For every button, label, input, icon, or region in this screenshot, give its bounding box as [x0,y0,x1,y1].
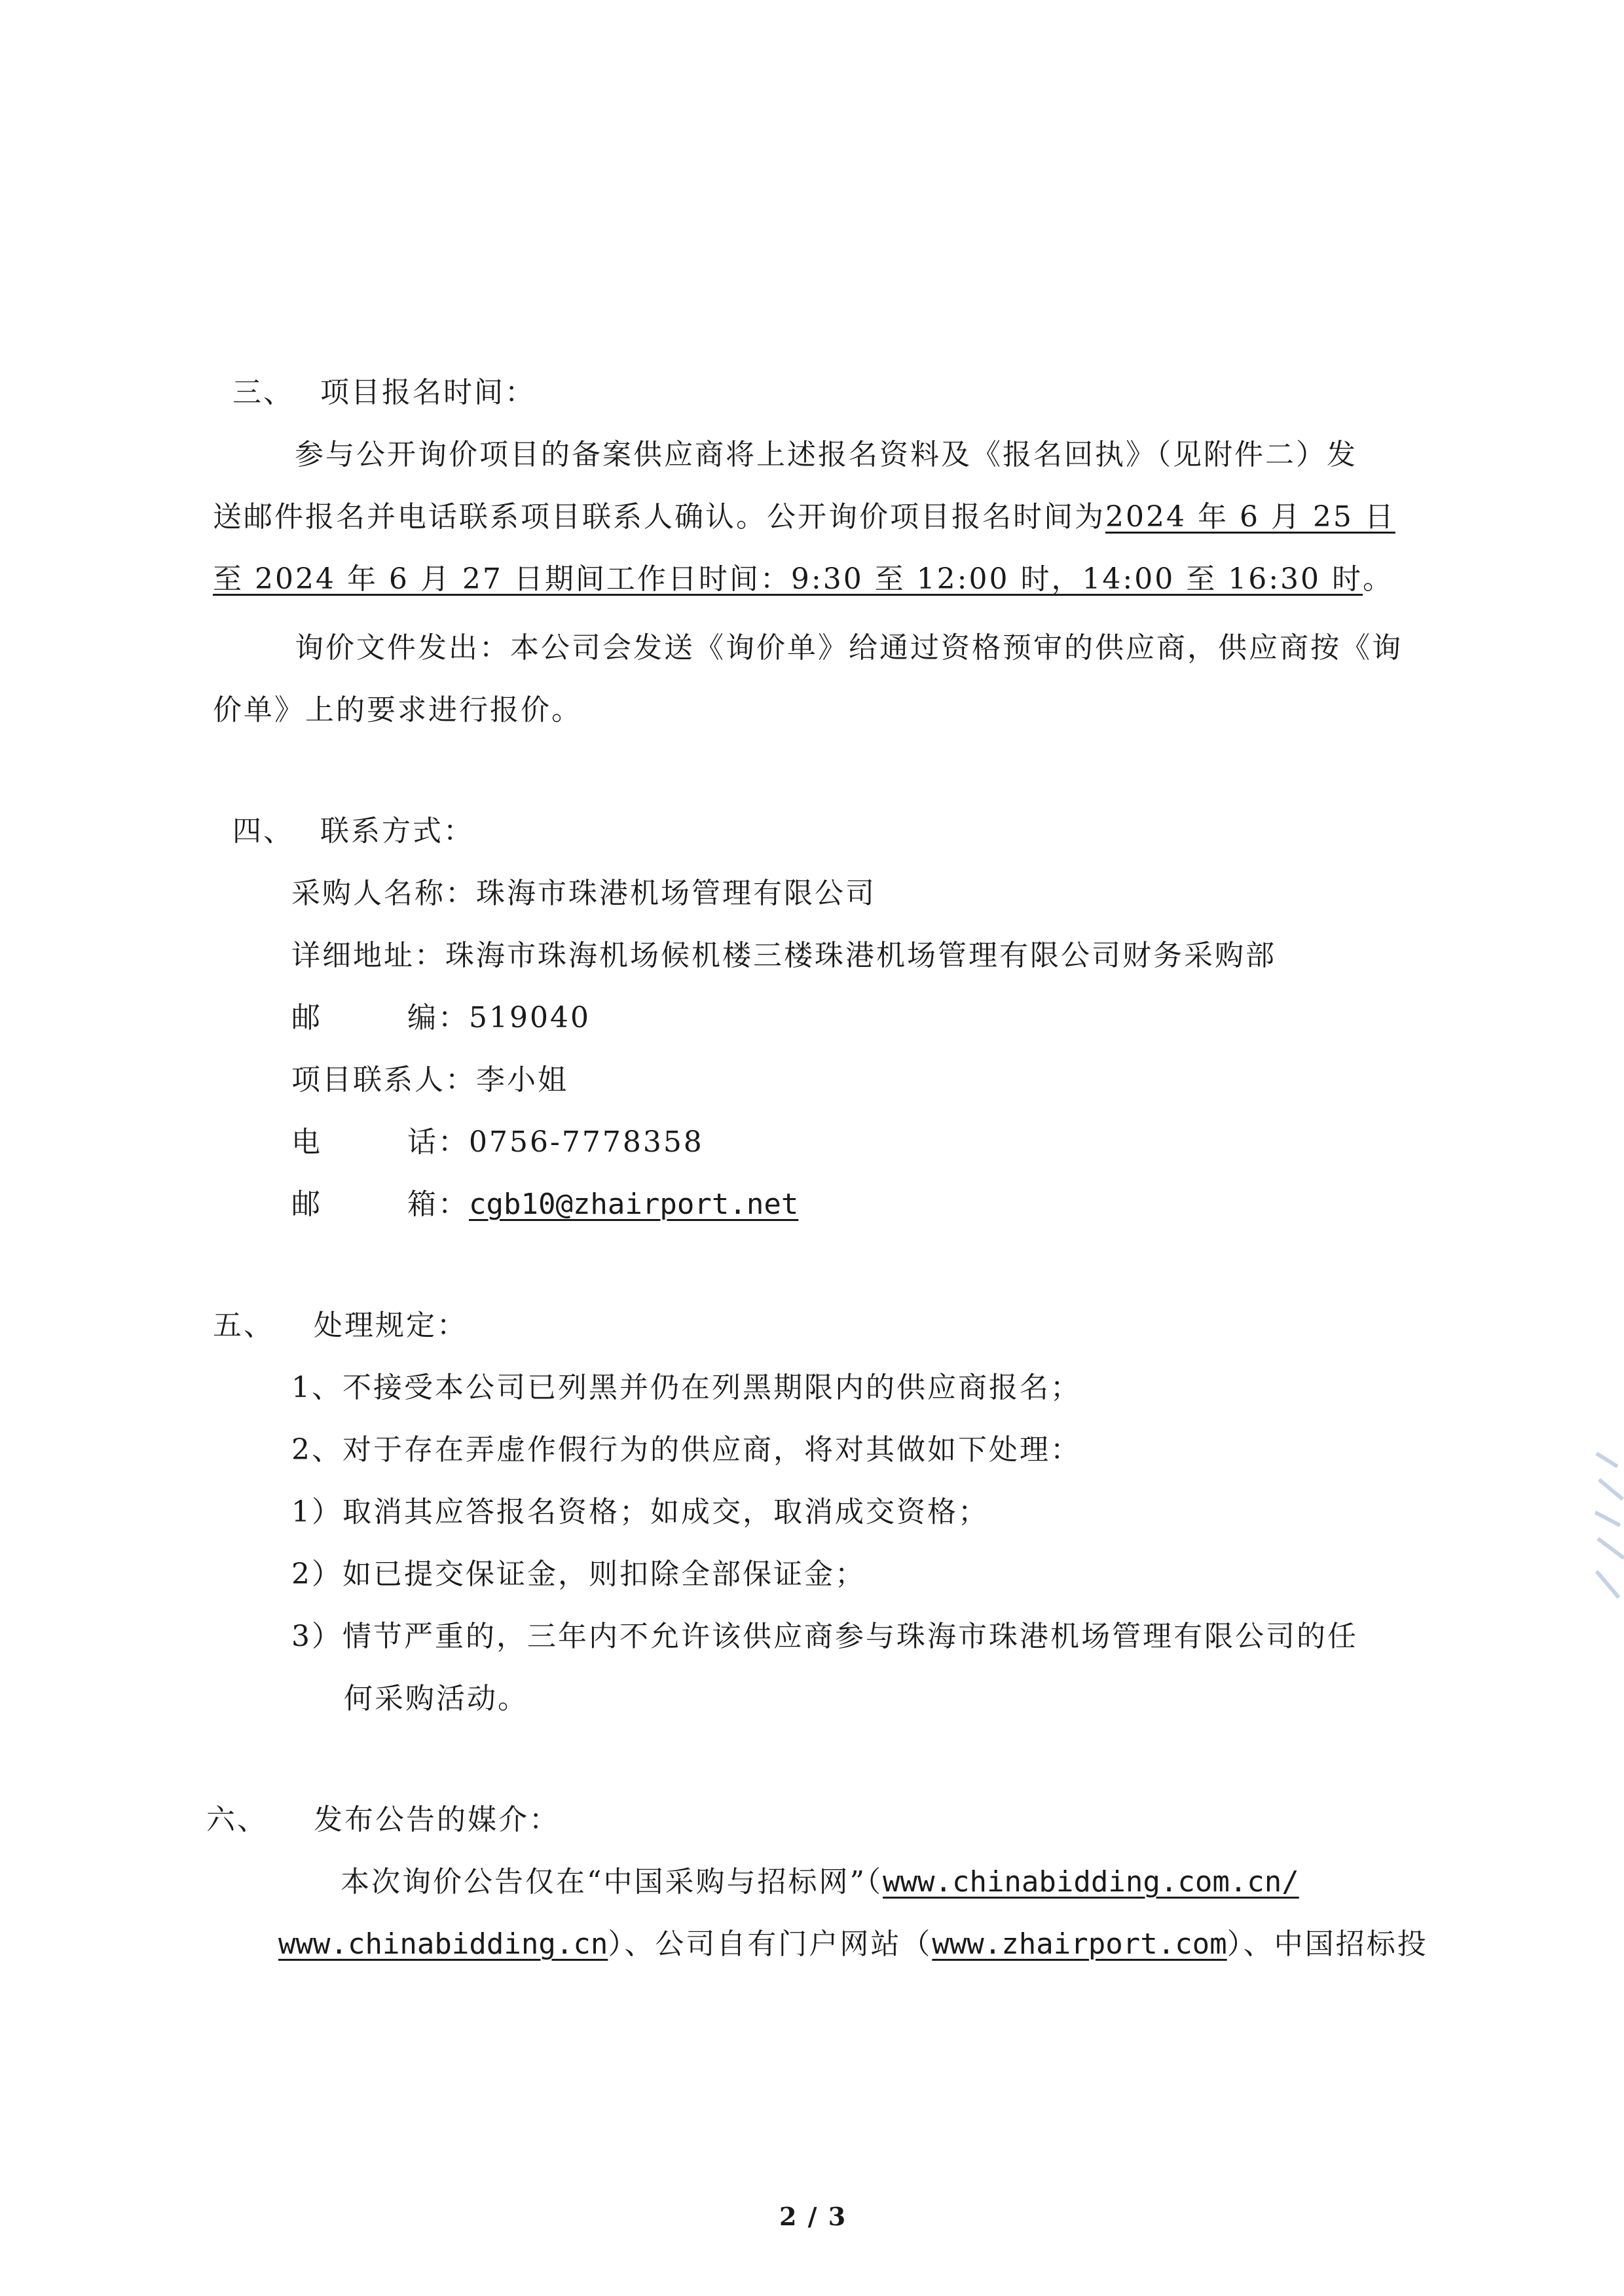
section-6-heading [206,1800,560,1840]
company-portal-text: ）、公司自有门户网站（ [608,1927,932,1961]
section-5-heading [213,1306,468,1345]
section-5-title: 处理规定： [314,1309,468,1342]
registration-start-date: 2024 年 6 月 25 日 [1105,500,1395,534]
postcode-label-1: 邮 [291,1001,322,1034]
rule-sub-item-1: 1）取消其应答报名资格；如成交，取消成交资格； [291,1495,989,1529]
period-end-punct: 。 [1363,562,1394,596]
buyer-address: 详细地址：珠海市珠海机场候机楼三楼珠港机场管理有限公司财务采购部 [291,939,1276,972]
section-3-paragraph-2-line-1: 询价文件发出：本公司会发送《询价单》给通过资格预审的供应商，供应商按《询 [295,631,1403,665]
postcode-value: 519040 [469,1001,591,1034]
section-4-title: 联系方式： [320,814,474,848]
section-5-number: 五、 [213,1309,274,1342]
postcode-label-2: 编： [407,1001,469,1034]
media-continuation-text: ）、中国招标投 [1227,1927,1428,1961]
phone-value: 0756-7778358 [469,1125,704,1159]
section-4-heading [232,812,474,851]
section-3-number: 三、 [232,376,294,409]
section-3-paragraph-2-line-2: 价单》上的要求进行报价。 [213,693,582,727]
email-label-1: 邮 [291,1188,322,1221]
section-6-title: 发布公告的媒介： [314,1803,560,1836]
rule-item-2: 2、对于存在弄虚作假行为的供应商，将对其做如下处理： [291,1433,1081,1467]
page-number: 2 / 3 [779,2202,847,2231]
email-row [291,1185,798,1224]
phone-label-1: 电 [291,1125,322,1159]
chinabidding-cn-link[interactable]: www.chinabidding.cn [278,1927,608,1961]
section-3-heading [232,373,536,412]
registration-period: 至 2024 年 6 月 27 日期间工作日时间：9:30 至 12:00 时，14:00 至 16:30 时 [213,562,1363,596]
section-4-number: 四、 [232,814,294,848]
postcode-row [291,998,591,1038]
section-3-paragraph-1-line-3 [213,560,1393,599]
chinabidding-com-cn-link[interactable]: www.chinabidding.com.cn/ [883,1865,1299,1899]
rule-sub-item-2: 2）如已提交保证金，则扣除全部保证金； [291,1558,866,1591]
section-6-number: 六、 [206,1803,268,1836]
rule-sub-item-3-line-1: 3）情节严重的，三年内不允许该供应商参与珠海市珠港机场管理有限公司的任 [291,1620,1358,1653]
section-3-paragraph-1-line-1: 参与公开询价项目的备案供应商将上述报名资料及《报名回执》（见附件二）发 [295,438,1357,471]
buyer-name: 采购人名称：珠海市珠港机场管理有限公司 [291,877,876,910]
phone-row [291,1123,704,1162]
media-line-2 [278,1925,1428,1964]
email-label-2: 箱： [407,1188,469,1221]
media-line-1 [341,1863,1299,1902]
zhairport-link[interactable]: www.zhairport.com [932,1927,1227,1961]
phone-label-2: 话： [407,1125,469,1159]
rule-sub-item-3-line-2: 何采购活动。 [344,1682,528,1715]
contact-person: 项目联系人：李小姐 [291,1063,568,1097]
rule-item-1: 1、不接受本公司已列黑并仍在列黑期限内的供应商报名； [291,1371,1081,1404]
section-3-title: 项目报名时间： [320,376,536,409]
media-intro-text: 本次询价公告仅在“中国采购与招标网”（ [341,1865,883,1899]
email-link[interactable]: cgb10@zhairport.net [469,1188,799,1221]
seal-stamp-fragment [1591,1447,1624,1611]
registration-text: 送邮件报名并电话联系项目联系人确认。公开询价项目报名时间为 [213,500,1105,534]
section-3-paragraph-1-line-2 [213,498,1395,537]
